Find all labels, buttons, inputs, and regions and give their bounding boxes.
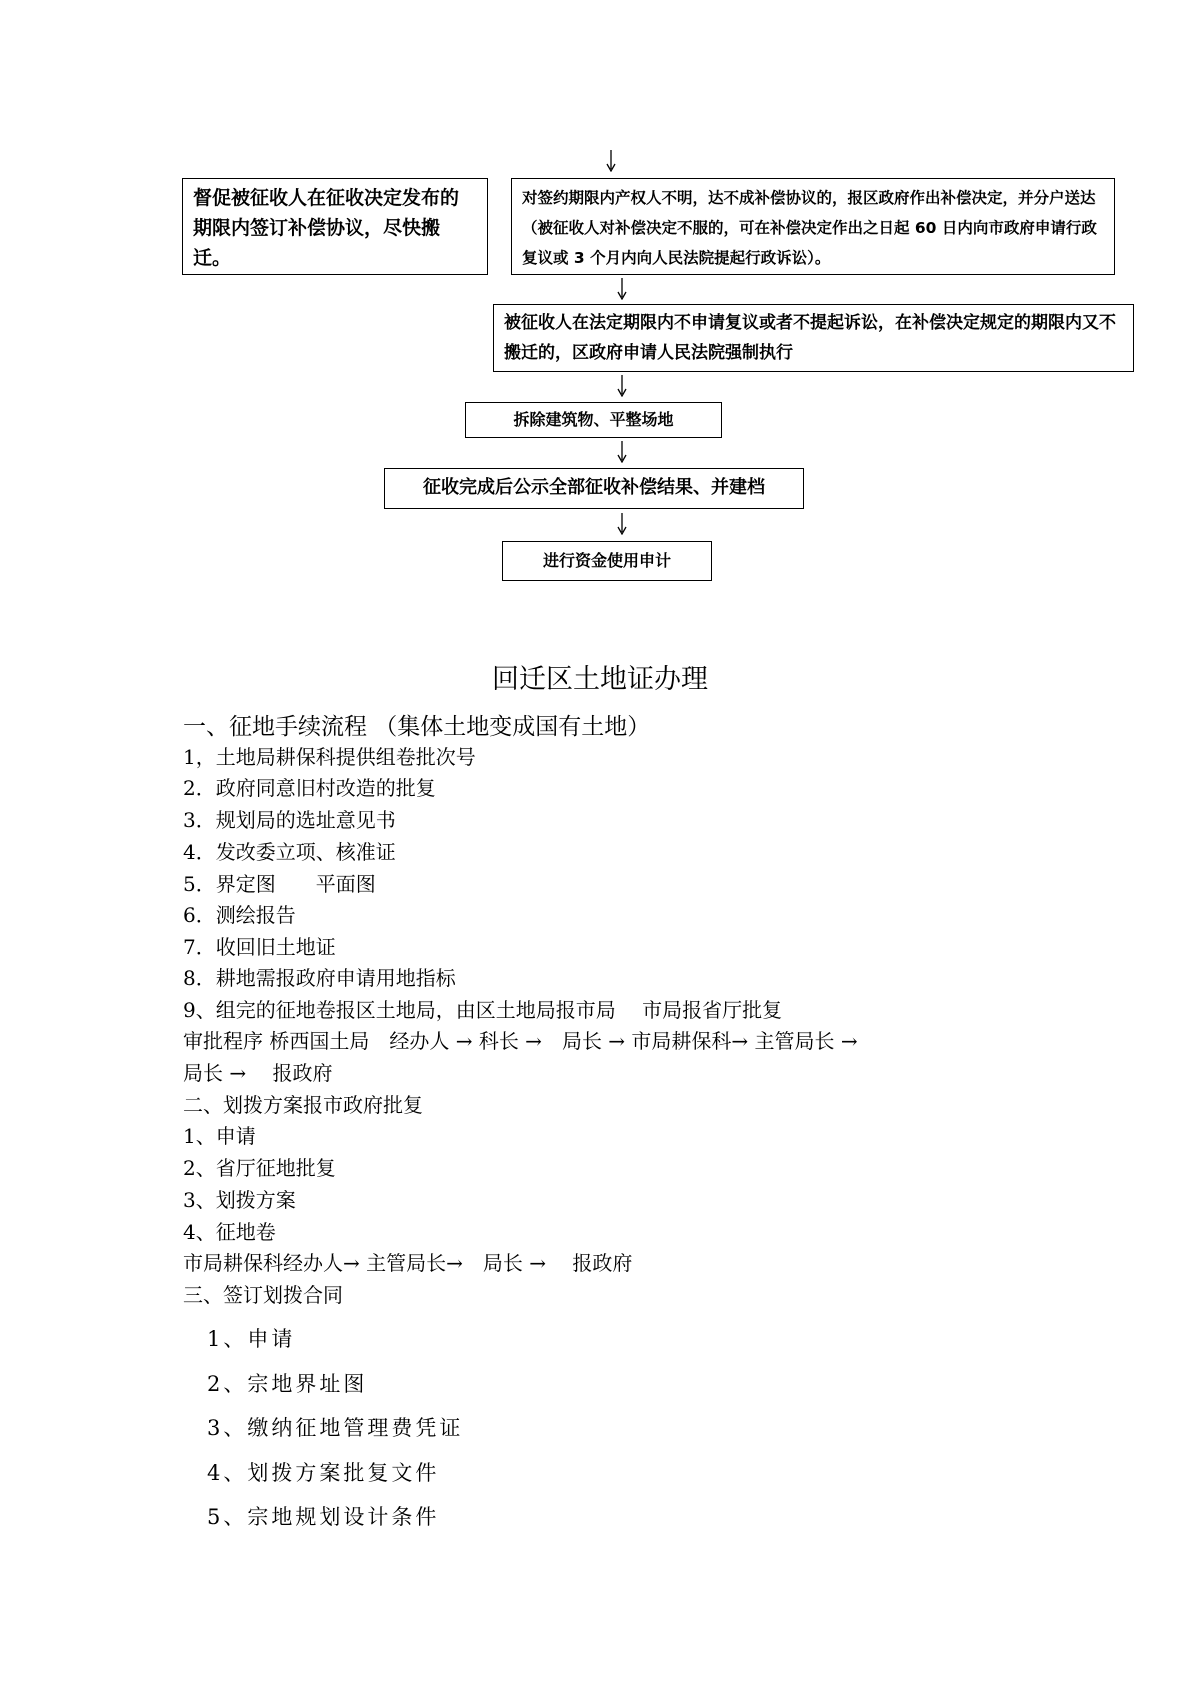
flow-box-publicize-results-text: 征收完成后公示全部征收补偿结果、并建档 <box>423 477 765 498</box>
list-item: 4、划拨方案批复文件 <box>207 1461 440 1485</box>
down-arrow-icon <box>604 150 618 172</box>
list-item: 7．收回旧土地证 <box>183 935 336 959</box>
flow-box-publicize-results <box>384 468 804 509</box>
flow-box-compensation-decision <box>511 178 1115 275</box>
list-item: 2．政府同意旧村改造的批复 <box>183 776 436 800</box>
approval-procedure-line: 审批程序 桥西国土局 经办人 → 科长 → 局长 → 市局耕保科→ 主管局长 → <box>183 1029 858 1053</box>
flow-box-urge-sign <box>182 178 488 275</box>
down-arrow-icon <box>615 278 629 300</box>
list-item: 1、申请 <box>207 1327 296 1351</box>
approval-procedure-line: 市局耕保科经办人→ 主管局长→ 局长 → 报政府 <box>183 1251 633 1275</box>
list-item: 3．规划局的选址意见书 <box>183 808 396 832</box>
flow-box-compensation-decision-text: 对签约期限内产权人不明，达不成补偿协议的，报区政府作出补偿决定，并分户送达（被征收人对补偿决定不服的，可在补偿决定作出之日起 60 日内向市政府申请行政复议或 3 个月内向人民法院提起行政诉讼）。 <box>522 189 1097 267</box>
list-item: 5、宗地规划设计条件 <box>207 1505 440 1529</box>
flow-box-forced-execution <box>493 304 1134 372</box>
list-item: 8．耕地需报政府申请用地指标 <box>183 966 456 990</box>
list-item: 1、申请 <box>183 1124 256 1148</box>
down-arrow-icon <box>615 513 629 535</box>
list-item: 9、组完的征地卷报区土地局，由区土地局报市局 市局报省厅批复 <box>183 998 783 1022</box>
section-heading-2: 二、划拨方案报市政府批复 <box>183 1093 423 1117</box>
list-item: 2、省厅征地批复 <box>183 1156 336 1180</box>
list-item: 4、征地卷 <box>183 1220 276 1244</box>
approval-procedure-line: 局长 → 报政府 <box>183 1061 333 1085</box>
section-heading-3: 三、签订划拨合同 <box>183 1283 343 1307</box>
flow-box-demolish-text: 拆除建筑物、平整场地 <box>513 410 674 429</box>
list-item: 3、缴纳征地管理费凭证 <box>207 1416 464 1440</box>
list-item: 1，土地局耕保科提供组卷批次号 <box>183 745 476 769</box>
flow-box-forced-execution-text: 被征收人在法定期限内不申请复议或者不提起诉讼，在补偿决定规定的期限内又不搬迁的，区政府申请人民法院强制执行 <box>504 313 1116 363</box>
flow-box-urge-sign-text: 督促被征收人在征收决定发布的期限内签订补偿协议，尽快搬迁。 <box>193 187 460 269</box>
section-heading-1: 一、征地手续流程 （集体土地变成国有土地） <box>183 714 651 740</box>
list-item: 2、宗地界址图 <box>207 1372 368 1396</box>
flow-box-fund-audit <box>502 541 712 581</box>
down-arrow-icon <box>615 441 629 463</box>
list-item: 3、划拨方案 <box>183 1188 296 1212</box>
list-item: 6．测绘报告 <box>183 903 296 927</box>
list-item: 4．发改委立项、核准证 <box>183 840 396 864</box>
down-arrow-icon <box>615 375 629 397</box>
list-item: 5．界定图 平面图 <box>183 872 376 896</box>
flow-box-demolish <box>465 402 722 438</box>
flow-box-fund-audit-text: 进行资金使用申计 <box>542 551 671 570</box>
page-title: 回迁区土地证办理 <box>492 664 708 695</box>
